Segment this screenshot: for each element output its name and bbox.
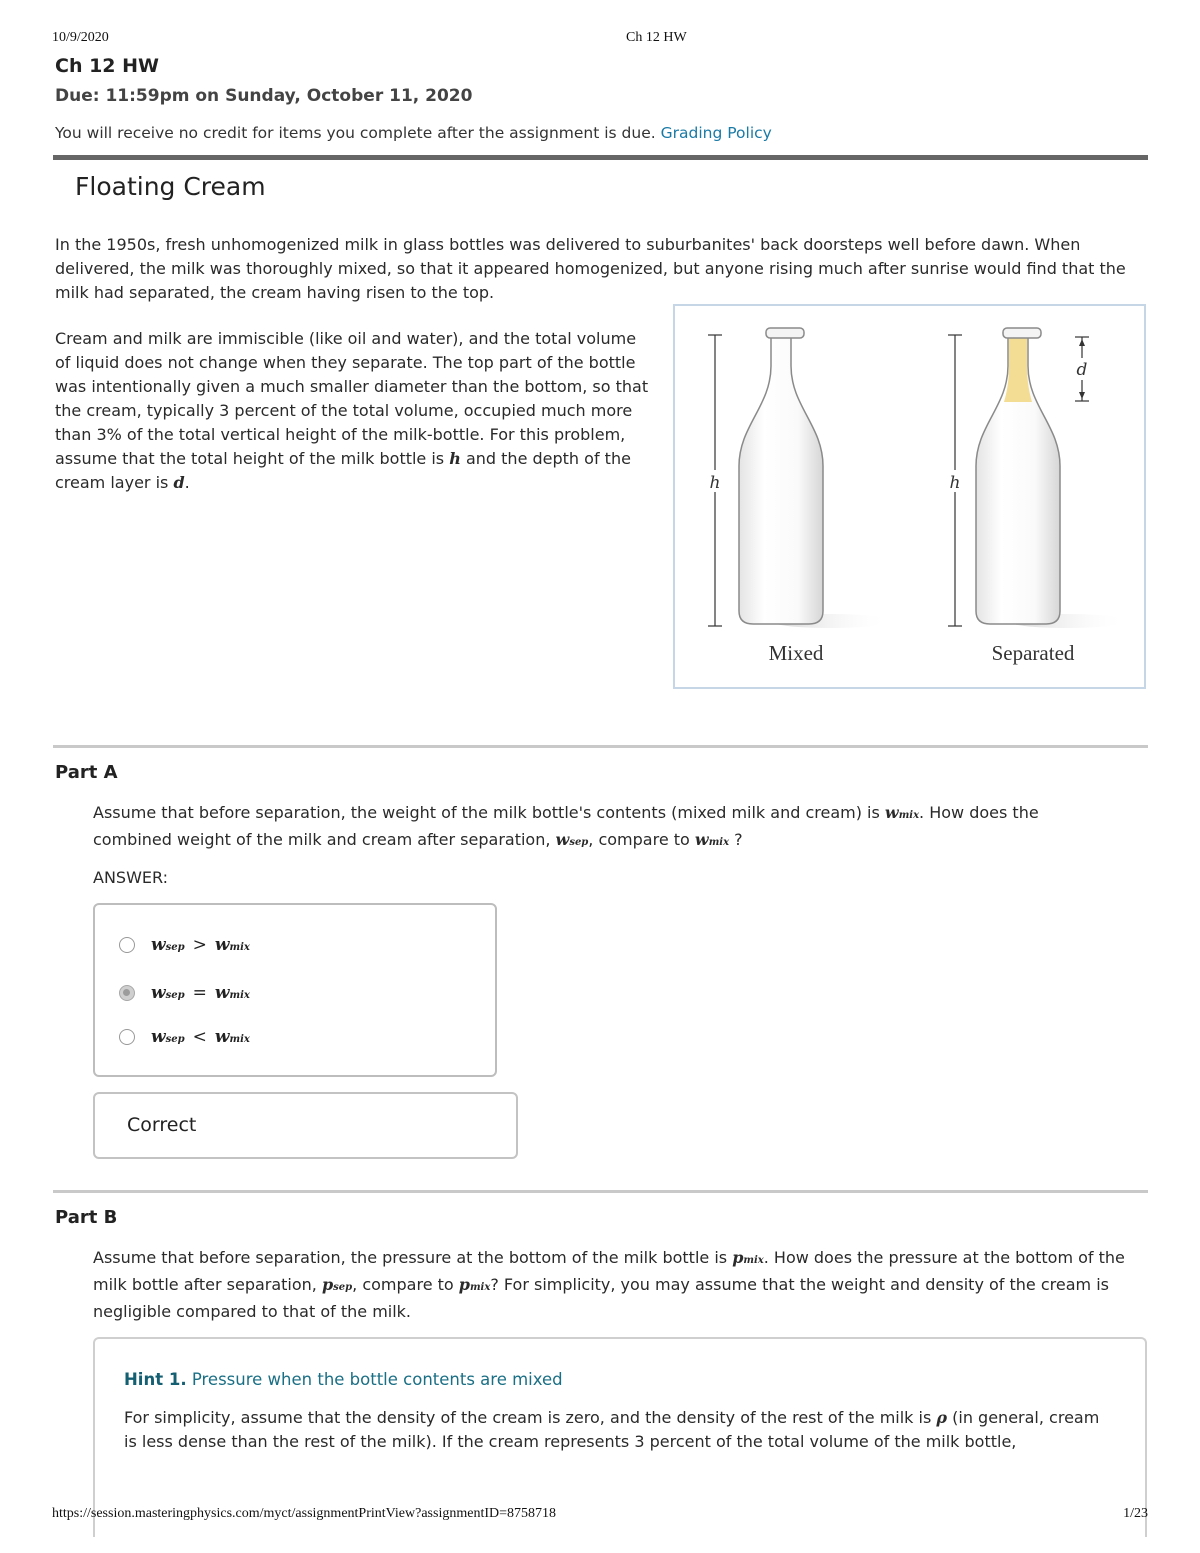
part-a-question-text-3: , compare to (588, 830, 690, 849)
part-b-question-text-1: Assume that before separation, the pressure at the bottom of the milk bottle is (93, 1248, 728, 1267)
option-greater-label (151, 935, 250, 955)
separated-bottle (976, 328, 1127, 628)
variable-p-mix (732, 1248, 764, 1267)
option-greater[interactable] (119, 933, 250, 957)
lhs: w (151, 983, 166, 1003)
due-date: Due: 11:59pm on Sunday, October 11, 2020 (55, 86, 473, 106)
variable-w-mix (885, 803, 919, 822)
hint-title[interactable] (124, 1370, 563, 1389)
hint-title-text: Pressure when the bottle contents are mixed (191, 1370, 563, 1389)
description-text-end: . (184, 473, 190, 492)
late-policy-text: You will receive no credit for items you complete after the assignment is due. (55, 124, 656, 142)
lhs-sub: sep (165, 1034, 185, 1045)
radio-option-equal[interactable] (119, 985, 135, 1001)
p-symbol: p (321, 1275, 334, 1294)
radio-option-less[interactable] (119, 1029, 135, 1045)
part-b-label: Part B (55, 1207, 118, 1228)
problem-intro: In the 1950s, fresh unhomogenized milk in glass bottles was delivered to suburbanites' back doorsteps well before dawn. When delivered, the milk was thoroughly mixed, so that it appeared homogenized, but anyone rising much after sunrise would find that the milk had separated, the cream having risen to the top. (55, 235, 1126, 302)
problem-description (55, 327, 650, 495)
answer-label: ANSWER: (93, 868, 169, 887)
rhs-sub: mix (229, 1034, 250, 1045)
option-equal-label (151, 983, 250, 1003)
p-mix-subscript: mix (469, 1282, 491, 1293)
print-date: 10/9/2020 (52, 30, 109, 45)
w-mix-subscript: mix (898, 810, 920, 821)
relation: > (192, 935, 207, 955)
label-d: d (1076, 360, 1088, 380)
part-a-question (93, 801, 1103, 855)
part-a-question-text-4: ? (734, 830, 743, 849)
rhs-sub: mix (229, 990, 250, 1001)
print-footer (52, 1506, 1148, 1526)
assignment-title: Ch 12 HW (55, 55, 159, 77)
part-b-question-text-2: . How does the pressure at the bottom of the milk bottle after separation, (93, 1248, 1125, 1294)
label-h-mixed: h (709, 473, 721, 493)
rhs: w (214, 1027, 230, 1047)
description-text-mid: and the depth of the cream layer is (55, 449, 631, 492)
hint-text (124, 1406, 1114, 1454)
option-less-label (151, 1027, 250, 1047)
label-mixed: Mixed (768, 641, 824, 665)
part-a-question-text-1: Assume that before separation, the weight of the milk bottle's contents (mixed milk and cream) is (93, 803, 880, 822)
rhs-sub: mix (229, 942, 250, 953)
lhs-sub: sep (165, 990, 185, 1001)
lhs-sub: sep (165, 942, 185, 953)
late-policy-note (55, 124, 772, 142)
variable-rho: ρ (936, 1408, 948, 1427)
print-title: Ch 12 HW (626, 30, 687, 45)
variable-w-mix-2 (695, 830, 729, 849)
feedback-box (93, 1092, 518, 1159)
rhs: w (214, 935, 230, 955)
print-page-number: 1/23 (1123, 1506, 1148, 1521)
variable-p-sep (322, 1275, 352, 1294)
label-h-separated: h (949, 473, 961, 493)
milk-bottle-diagram (675, 306, 1144, 687)
answer-options-box (93, 903, 497, 1077)
hint-number: Hint 1. (124, 1370, 187, 1389)
option-less[interactable] (119, 1025, 250, 1049)
part-b-divider (53, 1190, 1148, 1193)
mixed-bottle (739, 328, 890, 628)
problem-title: Floating Cream (75, 172, 266, 201)
milk-bottle-figure (673, 304, 1146, 689)
relation: < (192, 1027, 207, 1047)
part-b-question-text-3: , compare to (352, 1275, 454, 1294)
p-symbol: p (732, 1248, 744, 1267)
label-separated: Separated (991, 641, 1075, 665)
p-sep-subscript: sep (333, 1282, 353, 1293)
part-b-question (93, 1246, 1147, 1324)
print-header (52, 30, 1148, 50)
part-a-label: Part A (55, 762, 118, 783)
p-symbol: p (458, 1275, 470, 1294)
part-b-question-text-4: ? For simplicity, you may assume that the weight and density of the cream is negligible compared to that of the milk. (93, 1275, 1109, 1321)
variable-h: h (449, 449, 461, 468)
w-symbol: w (694, 830, 709, 849)
lhs: w (151, 935, 166, 955)
print-url: https://session.masteringphysics.com/myct/assignmentPrintView?assignmentID=8758718 (52, 1506, 557, 1521)
p-mix-subscript: mix (743, 1255, 764, 1266)
w-symbol: w (884, 803, 899, 822)
part-a-question-text-2: . How does the combined weight of the milk and cream after separation, (93, 803, 1039, 849)
variable-d: d (173, 473, 185, 492)
w-mix-subscript: mix (708, 837, 730, 848)
description-text-start: Cream and milk are immiscible (like oil and water), and the total volume of liquid does not change when they separate. The top part of the bottle was intentionally given a much smaller diameter than the bottom, so that the cream, typically 3 percent of the total volume, occupied much more than 3% of the total vertical height of the milk-bottle. For this problem, assume that the total height of the milk bottle is (55, 329, 649, 468)
w-symbol: w (555, 830, 570, 849)
lhs: w (151, 1027, 166, 1047)
radio-option-greater[interactable] (119, 937, 135, 953)
relation: = (192, 983, 207, 1003)
feedback-correct: Correct (127, 1114, 197, 1136)
variable-p-mix-2 (459, 1275, 491, 1294)
part-a-divider (53, 745, 1148, 748)
rhs: w (214, 983, 230, 1003)
variable-w-sep (556, 830, 589, 849)
w-sep-subscript: sep (569, 837, 589, 848)
header-divider (53, 155, 1148, 160)
option-equal[interactable] (119, 981, 250, 1005)
hint-text-1: For simplicity, assume that the density of the cream is zero, and the density of the rest of the milk is (124, 1408, 932, 1427)
grading-policy-link[interactable]: Grading Policy (660, 124, 772, 142)
hint-text-2: (in general, cream is less dense than the rest of the milk). If the cream represents 3 percent of the total volume of the milk bottle, (124, 1408, 1100, 1451)
